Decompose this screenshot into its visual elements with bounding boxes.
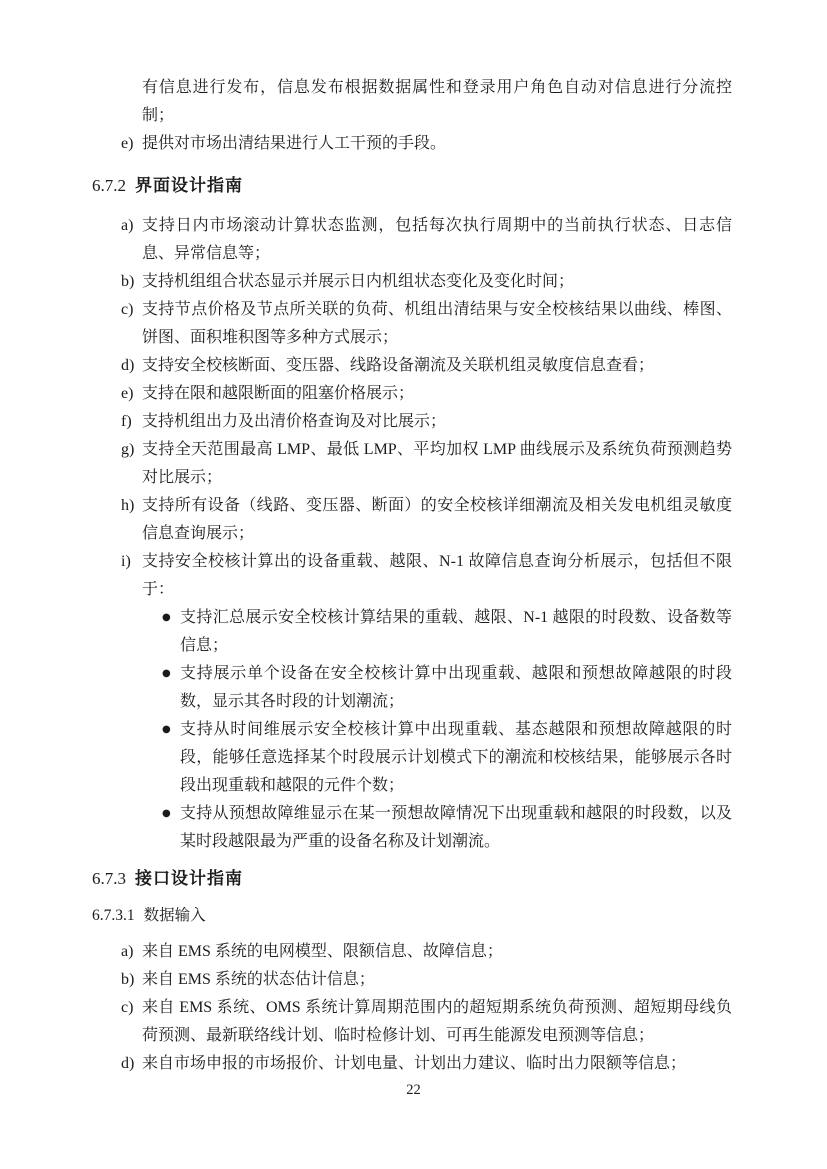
list-item xyxy=(121,1050,732,1078)
list-item-label: a) xyxy=(121,217,134,234)
list-item-label: e) xyxy=(121,385,134,402)
section-title: 接口设计指南 xyxy=(135,869,243,888)
list-item-text: 支持日内市场滚动计算状态监测，包括每次执行周期中的当前执行状态、日志信息、异常信息等； xyxy=(142,217,732,262)
list-item-label: h) xyxy=(121,497,135,514)
list-item xyxy=(121,130,732,158)
list-item xyxy=(121,966,732,994)
paragraph-continuation: 有信息进行发布，信息发布根据数据属性和登录用户角色自动对信息进行分流控制； xyxy=(142,79,732,124)
list-item xyxy=(121,548,732,604)
bullet-text: 支持从预想故障维显示在某一预想故障情况下出现重载和越限的时段数，以及某时段越限最为严重的设备名称及计划潮流。 xyxy=(180,805,732,850)
input-list xyxy=(92,938,732,1078)
list-item-text: 来自 EMS 系统、OMS 系统计算周期范围内的超短期系统负荷预测、超短期母线负荷预测、最新联络线计划、临时检修计划、可再生能源发电预测等信息； xyxy=(142,999,732,1044)
list-item-text: 支持在限和越限断面的阻塞价格展示； xyxy=(142,385,415,402)
bullet-text: 支持展示单个设备在安全校核计算中出现重载、越限和预想故障越限的时段数，显示其各时段的计划潮流； xyxy=(180,665,732,710)
list-item-text: 支持机组出力及出清价格查询及对比展示； xyxy=(142,413,447,430)
list-item-label: c) xyxy=(121,301,134,318)
list-item-label: c) xyxy=(121,999,134,1016)
list-item-text: 支持安全校核计算出的设备重载、越限、N-1 故障信息查询分析展示，包括但不限于： xyxy=(142,553,732,598)
list-item xyxy=(121,938,732,966)
page-number: 22 xyxy=(406,1082,421,1098)
list-item-label: i) xyxy=(121,553,131,570)
bullet-icon: ● xyxy=(162,808,171,819)
list-item xyxy=(121,380,732,408)
list-item xyxy=(121,268,732,296)
list-item-label: d) xyxy=(121,357,135,374)
list-item xyxy=(121,212,732,268)
list-item-label: g) xyxy=(121,441,135,458)
subsection-number: 6.7.3.1 xyxy=(92,907,135,924)
bullet-icon: ● xyxy=(162,724,171,735)
list-item-label: f) xyxy=(121,413,132,430)
bullet-item xyxy=(162,800,732,856)
subsection-heading-6731 xyxy=(92,902,732,930)
bullet-icon: ● xyxy=(162,612,171,623)
list-item-label: b) xyxy=(121,971,135,988)
bullet-icon: ● xyxy=(162,668,171,679)
list-item-text: 支持所有设备（线路、变压器、断面）的安全校核详细潮流及相关发电机组灵敏度信息查询展示； xyxy=(142,497,732,542)
subsection-title: 数据输入 xyxy=(143,907,206,924)
list-item-text: 来自 EMS 系统的电网模型、限额信息、故障信息； xyxy=(142,943,503,960)
list-item xyxy=(121,436,732,492)
list-item-label: e) xyxy=(121,135,134,152)
list-item xyxy=(121,352,732,380)
list-item xyxy=(121,492,732,548)
section-heading-673 xyxy=(92,864,732,894)
page-content xyxy=(92,74,732,1078)
list-item-text: 提供对市场出清结果进行人工干预的手段。 xyxy=(142,135,447,152)
list-item-text: 来自市场申报的市场报价、计划电量、计划出力建议、临时出力限额等信息； xyxy=(142,1055,687,1072)
bullet-text: 支持汇总展示安全校核计算结果的重载、越限、N-1 越限的时段数、设备数等信息； xyxy=(180,609,732,654)
list-item-text: 支持安全校核断面、变压器、线路设备潮流及关联机组灵敏度信息查看； xyxy=(142,357,655,374)
bullet-item xyxy=(162,604,732,660)
section-number: 6.7.2 xyxy=(92,176,126,195)
section-heading-672 xyxy=(92,171,732,201)
list-item xyxy=(121,408,732,436)
list-item-label: d) xyxy=(121,1055,135,1072)
section-title: 界面设计指南 xyxy=(135,176,243,195)
bullet-item xyxy=(162,660,732,716)
list-item-text: 来自 EMS 系统的状态估计信息； xyxy=(142,971,375,988)
list-item xyxy=(121,994,732,1050)
list-item-text: 支持机组组合状态显示并展示日内机组状态变化及变化时间； xyxy=(142,273,575,290)
section-number: 6.7.3 xyxy=(92,869,126,888)
list-item-text: 支持全天范围最高 LMP、最低 LMP、平均加权 LMP 曲线展示及系统负荷预测趋势对比展示； xyxy=(142,441,732,486)
list-item-text: 支持节点价格及节点所关联的负荷、机组出清结果与安全校核结果以曲线、棒图、饼图、面积堆积图等多种方式展示； xyxy=(142,301,732,346)
list-item-label: a) xyxy=(121,943,134,960)
bullet-item xyxy=(162,716,732,800)
list-item-label: b) xyxy=(121,273,135,290)
bullet-text: 支持从时间维展示安全校核计算中出现重载、基态越限和预想故障越限的时段，能够任意选择某个时段展示计划模式下的潮流和校核结果，能够展示各时段出现重载和越限的元件个数； xyxy=(180,721,732,794)
list-item xyxy=(121,296,732,352)
